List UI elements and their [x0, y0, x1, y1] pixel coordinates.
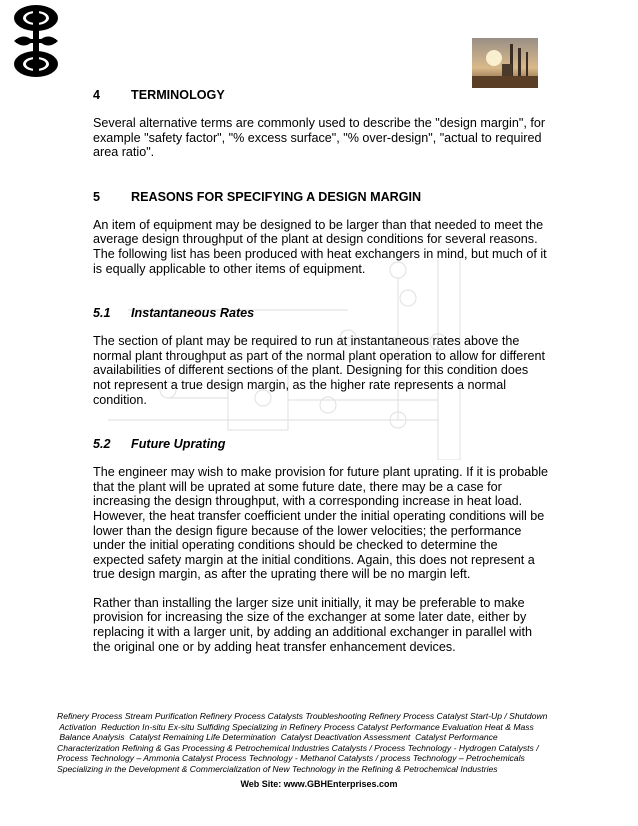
paragraph: An item of equipment may be designed to be larger than that needed to meet the average design throughput of the plant at design conditions for several reasons. The following list has been produced with heat exchangers in mind, but much of it is equally applicable to other items of equipment. [93, 217, 547, 276]
company-logo [12, 4, 60, 78]
page-body [93, 87, 548, 654]
paragraph: Several alternative terms are commonly used to describe the "design margin", for example "safety factor", "% excess surface", "% over-design", "actual to required area ratio". [93, 116, 546, 160]
section-4 [93, 87, 548, 160]
section-title: Future Uprating [131, 437, 226, 452]
footer-website: Web Site: www.GBHEnterprises.com [240, 779, 398, 789]
footer-line: Characterization Refining & Gas Processing & Petrochemical Industries Catalysts / Process Technology - Hydrogen Catalysts / [57, 742, 539, 753]
footer-line: Activation Reduction In-situ Ex-situ Sulfiding Specializing in Refinery Process Catalyst Performance Evaluation Heat & Mass [57, 721, 534, 732]
section-5-2 [93, 436, 548, 654]
section-title: TERMINOLOGY [131, 88, 225, 102]
subsection-heading [93, 305, 548, 321]
section-title: Instantaneous Rates [131, 306, 255, 321]
section-number: 5.2 [93, 437, 111, 452]
footer-line: Balance Analysis Catalyst Remaining Life Determination Catalyst Deactivation Assessment Catalyst Performance [57, 732, 498, 743]
paragraph: The section of plant may be required to run at instantaneous rates above the normal plant throughput as part of the normal plant operation to allow for different availabilities of different sections of the plant. Designing for this condition does not represent a true design margin, as the higher rate represents a normal condition. [93, 334, 546, 407]
footer-services-list [57, 711, 557, 775]
paragraph: The engineer may wish to make provision for future plant uprating. If it is probable that the plant will be uprated at some future date, there may be a case for increasing the design throughput, with a corresponding increase in heat load. However, the heat transfer coefficient under the initial operating conditions will be lower than the design figure because of the lower velocities; the performance under the initial operating conditions should be checked to determine the expected safety margin at the initial conditions. Again, this does not represent a true design margin, as after the uprating there will be no margin left. [93, 465, 549, 582]
paragraph: Rather than installing the larger size unit initially, it may be preferable to make provision for increasing the size of the exchanger at some later date, either by replacing it with a larger unit, by adding an additional exchanger in parallel with the original one or by adding heat transfer enhancement devices. [93, 595, 532, 654]
section-title: REASONS FOR SPECIFYING A DESIGN MARGIN [131, 189, 422, 204]
section-5 [93, 189, 548, 276]
section-heading [93, 189, 548, 205]
footer-line: Specializing in the Development & Commercialization of New Technology in the Refining & Petrochemical Industries [57, 763, 498, 774]
subsection-heading [93, 436, 548, 452]
section-5-1 [93, 305, 548, 407]
section-number: 5 [93, 189, 101, 204]
section-number: 4 [93, 88, 101, 102]
footer-line: Process Technology – Ammonia Catalyst Process Technology - Methanol Catalysts / process Technology – Petrochemicals [57, 753, 525, 764]
footer-line: Refinery Process Stream Purification Refinery Process Catalysts Troubleshooting Refinery Process Catalyst Start-Up / Shutdown [57, 711, 548, 721]
section-number: 5.1 [93, 306, 111, 321]
section-heading [93, 87, 548, 103]
refinery-photo [472, 38, 538, 88]
